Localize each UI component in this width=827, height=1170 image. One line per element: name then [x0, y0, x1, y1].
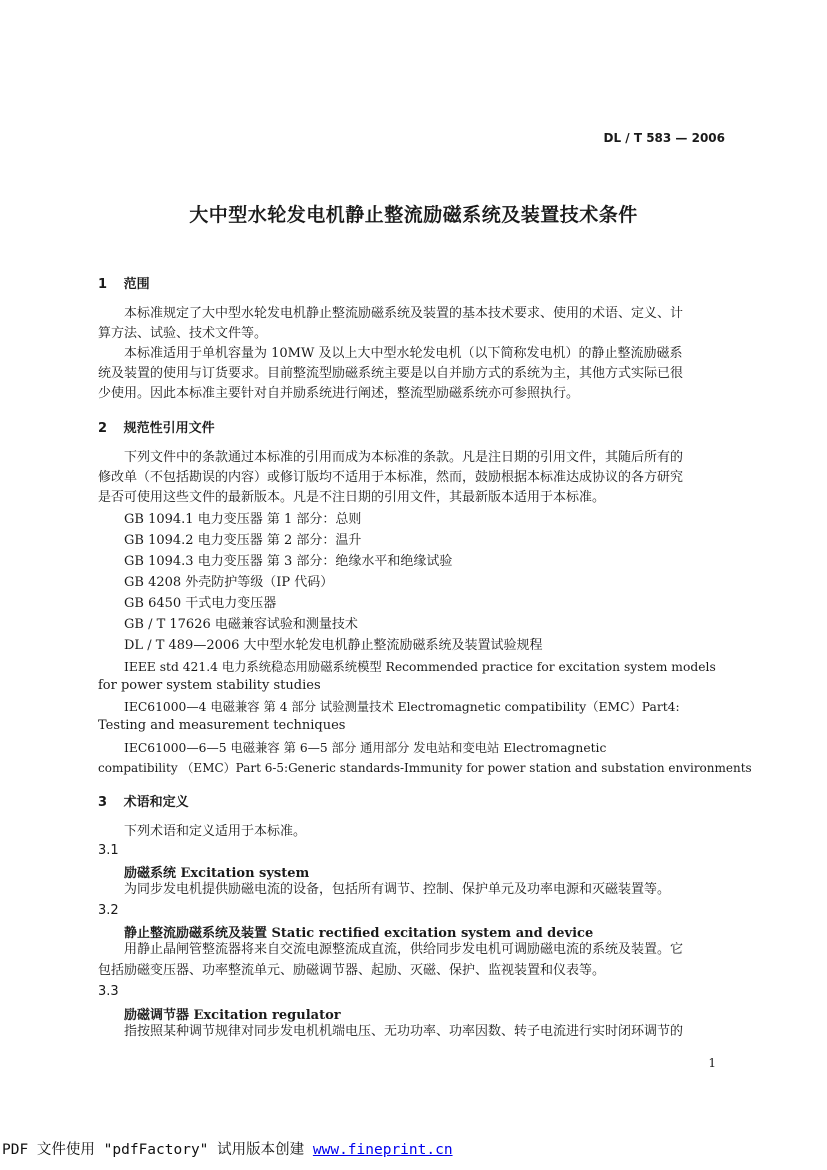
- section-1-heading: [98, 273, 150, 292]
- term-number: 3.1: [98, 843, 119, 858]
- page-number: 1: [708, 1056, 716, 1070]
- footer-link[interactable]: www.fineprint.cn: [312, 1142, 453, 1158]
- reference-item: GB 1094.3 电力变压器 第 3 部分：绝缘水平和绝缘试验: [124, 554, 453, 569]
- reference-item-cont: compatibility （EMC）Part 6-5:Generic standards-Immunity for power station and substation environments: [98, 761, 752, 775]
- section-number: 3: [98, 795, 108, 810]
- reference-item: GB 4208 外壳防护等级（IP 代码）: [124, 575, 334, 590]
- reference-item-cont: for power system stability studies: [98, 678, 321, 693]
- paragraph-line: 少使用。因此本标准主要针对自并励系统进行阐述，整流型励磁系统亦可参照执行。: [98, 386, 580, 401]
- term-number: 3.3: [98, 984, 119, 999]
- pdf-footer: [2, 1138, 453, 1159]
- reference-item-cont: Testing and measurement techniques: [98, 718, 346, 733]
- term-definition: 用静止晶闸管整流器将来自交流电源整流成直流，供给同步发电机可调励磁电流的系统及装置。它: [124, 942, 684, 957]
- term-number: 3.2: [98, 903, 119, 918]
- section-title: 规范性引用文件: [123, 421, 215, 436]
- document-code: DL / T 583 — 2006: [603, 131, 725, 145]
- reference-item: IEC61000—6—5 电磁兼容 第 6—5 部分 通用部分 发电站和变电站 Electromagnetic: [124, 741, 607, 755]
- section-2-heading: [98, 417, 215, 436]
- section-number: 2: [98, 421, 108, 436]
- paragraph-line: 统及装置的使用与订货要求。目前整流型励磁系统主要是以自并励方式的系统为主，其他方式实际已很: [98, 366, 684, 381]
- section-title: 范围: [123, 277, 150, 292]
- term-title: 励磁系统 Excitation system: [124, 866, 310, 881]
- section-3-heading: [98, 791, 189, 810]
- reference-item: IEEE std 421.4 电力系统稳态用励磁系统模型 Recommended practice for excitation system models: [124, 660, 716, 674]
- paragraph-line: 修改单（不包括勘误的内容）或修订版均不适用于本标准，然而，鼓励根据本标准达成协议的各方研究: [98, 470, 684, 485]
- term-definition: 为同步发电机提供励磁电流的设备，包括所有调节、控制、保护单元及功率电源和灭磁装置等。: [124, 882, 671, 897]
- paragraph-line: 本标准适用于单机容量为 10MW 及以上大中型水轮发电机（以下简称发电机）的静止整流励磁系: [124, 346, 683, 361]
- term-title: 静止整流励磁系统及装置 Static rectified excitation system and device: [124, 926, 594, 941]
- section-title: 术语和定义: [123, 795, 189, 810]
- section-number: 1: [98, 277, 108, 292]
- reference-item: GB 6450 干式电力变压器: [124, 596, 277, 611]
- page-title: 大中型水轮发电机静止整流励磁系统及装置技术条件: [189, 204, 638, 226]
- reference-item: GB / T 17626 电磁兼容试验和测量技术: [124, 617, 358, 632]
- term-definition: 指按照某种调节规律对同步发电机机端电压、无功功率、功率因数、转子电流进行实时闭环调节的: [124, 1024, 684, 1039]
- paragraph-line: 下列术语和定义适用于本标准。: [124, 824, 307, 839]
- term-title: 励磁调节器 Excitation regulator: [124, 1008, 341, 1023]
- paragraph-line: 算方法、试验、技术文件等。: [98, 326, 268, 341]
- paragraph-line: 下列文件中的条款通过本标准的引用而成为本标准的条款。凡是注日期的引用文件，其随后所有的: [124, 450, 684, 465]
- reference-item: IEC61000—4 电磁兼容 第 4 部分 试验测量技术 Electromagnetic compatibility（EMC）Part4:: [124, 700, 680, 714]
- term-definition: 包括励磁变压器、功率整流单元、励磁调节器、起励、灭磁、保护、监视装置和仪表等。: [98, 963, 606, 978]
- reference-item: DL / T 489—2006 大中型水轮发电机静止整流励磁系统及装置试验规程: [124, 638, 543, 653]
- footer-text: PDF 文件使用 "pdfFactory" 试用版本创建: [2, 1142, 313, 1158]
- reference-item: GB 1094.1 电力变压器 第 1 部分：总则: [124, 512, 362, 527]
- paragraph-line: 本标准规定了大中型水轮发电机静止整流励磁系统及装置的基本技术要求、使用的术语、定义、计: [124, 306, 684, 321]
- reference-item: GB 1094.2 电力变压器 第 2 部分：温升: [124, 533, 362, 548]
- paragraph-line: 是否可使用这些文件的最新版本。凡是不注日期的引用文件，其最新版本适用于本标准。: [98, 490, 606, 505]
